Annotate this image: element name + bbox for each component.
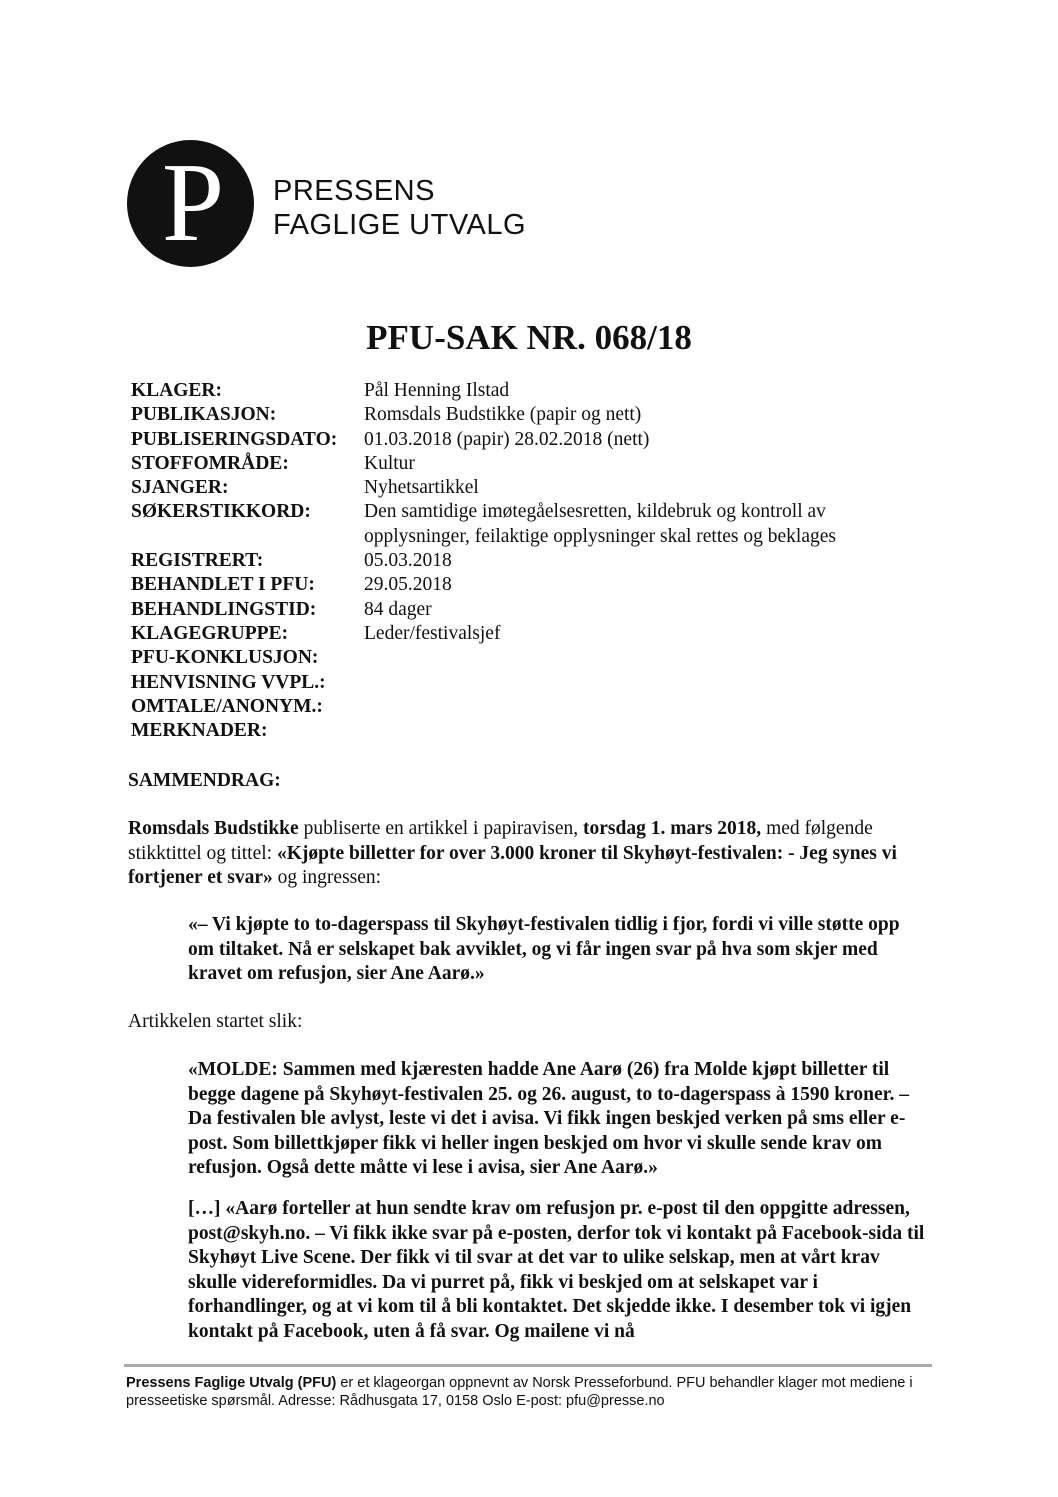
meta-value bbox=[364, 646, 931, 670]
meta-value: 29.05.2018 bbox=[364, 574, 452, 596]
pfu-logo bbox=[127, 140, 527, 270]
meta-row-klager bbox=[131, 379, 931, 403]
logo-line-2: FAGLIGE UTVALG bbox=[273, 209, 527, 241]
meta-row-registrert bbox=[131, 549, 931, 573]
meta-row-konklusjon bbox=[131, 646, 931, 670]
quote-article-continued: […] «Aarø forteller at hun sendte krav om refusjon pr. e-post til den oppgitte adressen, post@skyh.no. – Vi fikk ikke svar på e-posten, derfor tok vi kontakt på Facebook-sida til Skyhøyt Live Scene. Der fikk vi til svar at det var to ulike selskap, men at vårt krav skulle videreformidles. Da vi purret på, fikk vi beskjed om at selskapet var i forhandlinger, og at vi kom til å bli kontaktet. Det skjedde ikke. I desember tok vi igjen kontakt på Facebook, uten å få svar. Og mailene vi nå bbox=[188, 1198, 925, 1342]
meta-label: BEHANDLINGSTID: bbox=[131, 598, 317, 620]
article-title: «Kjøpte billetter for over 3.000 kroner til Skyhøyt-festivalen: - Jeg synes vi fortjener et svar» bbox=[128, 842, 897, 888]
meta-label: PFU-KONKLUSJON: bbox=[131, 647, 319, 669]
meta-row-behandlingstid bbox=[131, 598, 931, 622]
meta-label: PUBLIKASJON: bbox=[131, 404, 277, 426]
meta-value: 05.03.2018 bbox=[364, 550, 452, 572]
meta-value: Nyhetsartikkel bbox=[364, 477, 479, 499]
meta-value: Romsdals Budstikke (papir og nett) bbox=[364, 404, 642, 426]
summary-paragraph-2: Artikkelen startet slik: bbox=[128, 1011, 303, 1032]
meta-label: STOFFOMRÅDE: bbox=[131, 452, 289, 474]
publication-date: torsdag 1. mars 2018, bbox=[582, 818, 762, 839]
meta-label: HENVISNING VVPL.: bbox=[131, 671, 326, 693]
meta-value bbox=[364, 671, 931, 695]
summary-paragraph-1 bbox=[128, 817, 928, 891]
meta-label: BEHANDLET I PFU: bbox=[131, 574, 315, 596]
summary-heading: SAMMENDRAG: bbox=[128, 770, 281, 791]
meta-row-merknader bbox=[131, 719, 931, 743]
meta-label: OMTALE/ANONYM.: bbox=[131, 695, 323, 717]
pfu-logo-mark bbox=[127, 140, 254, 267]
case-metadata bbox=[131, 379, 931, 743]
footer-text: er et klageorgan oppnevnt av Norsk Presseforbund. PFU behandler klager mot mediene i presseetiske spørsmål. Adresse: Rådhusgata 17, 0158 Oslo E-post: pfu@presse.no bbox=[126, 1375, 913, 1409]
footer-org: Pressens Faglige Utvalg (PFU) bbox=[126, 1375, 337, 1391]
meta-value: Leder/festivalsjef bbox=[364, 622, 501, 644]
text-span: og ingressen: bbox=[272, 867, 382, 888]
text-span: publiserte en artikkel i papiravisen, bbox=[298, 818, 583, 839]
meta-row-publikasjon bbox=[131, 403, 931, 427]
meta-row-publiseringsdato bbox=[131, 428, 931, 452]
quote-ingress: «– Vi kjøpte to to-dagerspass til Skyhøyt-festivalen tidlig i fjor, fordi vi ville støtte opp om tiltaket. Nå er selskapet bak avviklet, og vi får ingen svar på hva som skjer med kravet om refusjon, sier Ane Aarø.» bbox=[188, 914, 900, 984]
meta-value: Den samtidige imøtegåelsesretten, kildebruk og kontroll av opplysninger, feilaktige opplysninger skal rettes og beklages bbox=[364, 501, 836, 547]
meta-value bbox=[364, 719, 931, 743]
text-span: med følgende stikktittel og tittel: bbox=[128, 818, 873, 864]
page-footer bbox=[126, 1374, 934, 1410]
meta-row-henvisning bbox=[131, 671, 931, 695]
meta-row-behandlet bbox=[131, 573, 931, 597]
meta-value: Kultur bbox=[364, 452, 415, 474]
meta-label: SØKERSTIKKORD: bbox=[131, 501, 311, 523]
quote-article-start: «MOLDE: Sammen med kjæresten hadde Ane Aarø (26) fra Molde kjøpt billetter til begge dagene på Skyhøyt-festivalen 25. og 26. august, to to-dagerspass à 1590 kroner. – Da festivalen ble avlyst, leste vi det i avisa. Vi fikk ingen beskjed verken på sms eller e-post. Som billettkjøper fikk vi heller ingen beskjed om hvor vi skulle sende krav om refusjon. Også dette måtte vi lese i avisa, sier Ane Aarø.» bbox=[188, 1059, 909, 1178]
meta-row-omtale bbox=[131, 695, 931, 719]
svg-text:P: P bbox=[161, 141, 225, 265]
logo-line-1: PRESSENS bbox=[273, 175, 435, 207]
meta-label: KLAGEGRUPPE: bbox=[131, 622, 289, 644]
meta-label: MERKNADER: bbox=[131, 720, 268, 742]
meta-label: PUBLISERINGSDATO: bbox=[131, 428, 338, 450]
meta-row-sokerstikkord bbox=[131, 500, 931, 549]
logo-text bbox=[273, 174, 526, 242]
footer-divider bbox=[124, 1364, 932, 1367]
meta-value bbox=[364, 695, 931, 719]
meta-label: SJANGER: bbox=[131, 477, 229, 499]
case-title: PFU-SAK NR. 068/18 bbox=[366, 318, 692, 357]
meta-row-sjanger bbox=[131, 476, 931, 500]
meta-value: 01.03.2018 (papir) 28.02.2018 (nett) bbox=[364, 428, 650, 450]
meta-row-stoffomrade bbox=[131, 452, 931, 476]
meta-label: REGISTRERT: bbox=[131, 550, 264, 572]
meta-label: KLAGER: bbox=[131, 380, 223, 401]
meta-value: Pål Henning Ilstad bbox=[364, 380, 510, 401]
meta-row-klagegruppe bbox=[131, 622, 931, 646]
meta-value: 84 dager bbox=[364, 598, 432, 620]
publication-name: Romsdals Budstikke bbox=[128, 818, 299, 839]
